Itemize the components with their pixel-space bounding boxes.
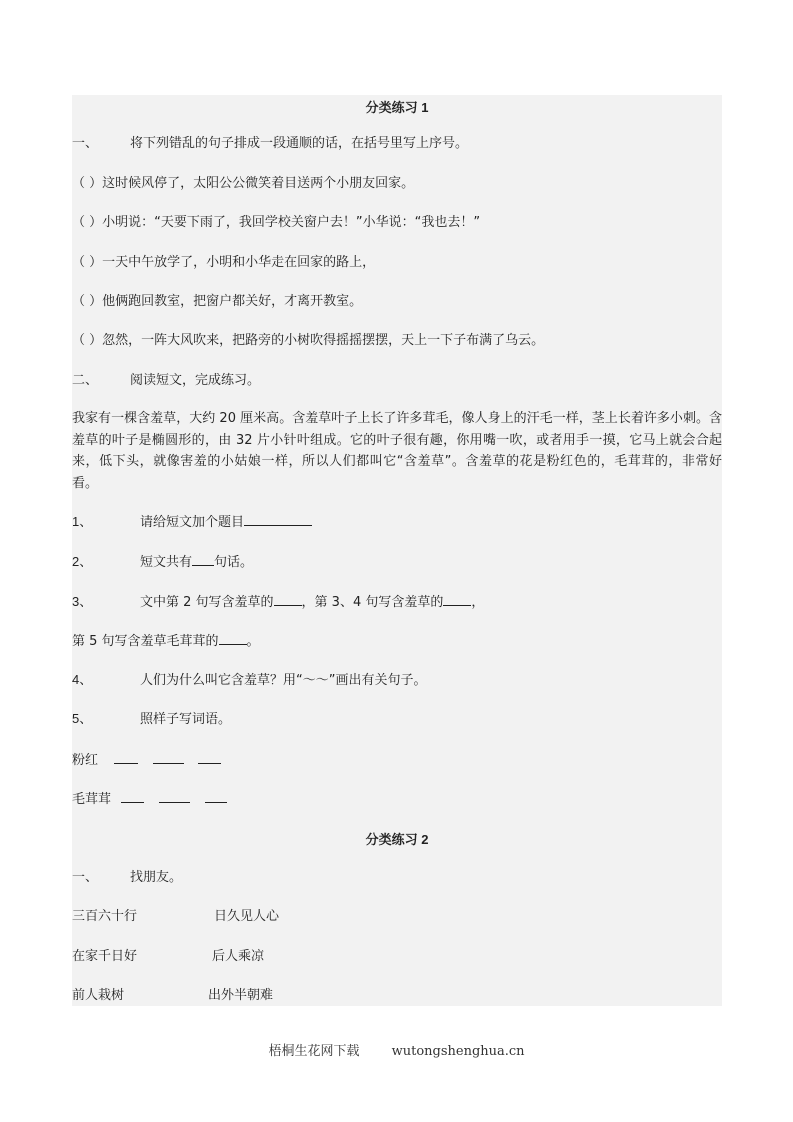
question-2 <box>72 551 253 573</box>
sentence-text: 忽然，一阵大风吹来，把路旁的小树吹得摇摇摆摆，天上一下子布满了乌云。 <box>102 333 545 348</box>
answer-bracket[interactable]: （ ） <box>72 294 103 309</box>
section-instruction: 将下列错乱的句子排成一段通顺的话，在括号里写上序号。 <box>130 136 469 151</box>
section-2-heading <box>72 371 260 391</box>
sentence-item <box>72 174 414 194</box>
answer-blank[interactable] <box>159 788 190 803</box>
answer-blank[interactable] <box>198 749 221 764</box>
question-1 <box>72 511 312 533</box>
question-number: 1、 <box>72 514 93 529</box>
answer-blank[interactable] <box>219 630 247 645</box>
sentence-item <box>72 253 375 273</box>
section-1-heading <box>72 134 468 154</box>
answer-bracket[interactable]: （ ） <box>72 255 103 270</box>
sentence-text: 小明说：“天要下雨了，我回学校关窗户去！”小华说：“我也去！” <box>102 215 481 230</box>
footer-site-name: 梧桐生花网下载 <box>268 1044 360 1059</box>
answer-bracket[interactable]: （ ） <box>72 333 103 348</box>
question-3 <box>72 591 484 613</box>
question-3-continuation <box>72 630 260 652</box>
matching-right[interactable]: 出外半朝难 <box>208 988 274 1003</box>
question-text-mid: ，第 3、4 句写含羞草的 <box>301 595 444 610</box>
answer-blank[interactable] <box>121 788 144 803</box>
question-text: 文中第 2 句写含羞草的 <box>140 595 274 610</box>
answer-blank[interactable] <box>274 591 302 606</box>
sentence-item <box>72 292 362 312</box>
footer-site-url[interactable]: wutongshenghua.cn <box>391 1044 525 1059</box>
document-content-area <box>72 95 722 1006</box>
answer-bracket[interactable]: （ ） <box>72 176 103 191</box>
example-word: 毛茸茸 <box>72 792 112 807</box>
section-number: 一、 <box>72 870 99 885</box>
answer-blank[interactable] <box>244 511 312 526</box>
matching-left[interactable]: 前人栽树 <box>72 988 125 1003</box>
question-text-end: ， <box>471 595 485 610</box>
answer-blank[interactable] <box>443 591 471 606</box>
page-footer <box>0 1040 793 1059</box>
section-1-heading <box>72 868 182 888</box>
word-example-row <box>72 788 227 810</box>
question-text-end: 。 <box>246 634 260 649</box>
matching-right[interactable]: 日久见人心 <box>214 909 280 924</box>
answer-blank[interactable] <box>192 551 214 566</box>
sentence-item <box>72 331 544 351</box>
question-number: 4、 <box>72 672 93 687</box>
question-5 <box>72 709 231 730</box>
section-number: 一、 <box>72 136 99 151</box>
section-instruction: 阅读短文，完成练习。 <box>130 373 261 388</box>
matching-right[interactable]: 后人乘凉 <box>212 949 265 964</box>
answer-blank[interactable] <box>205 788 227 803</box>
question-number: 2、 <box>72 554 93 569</box>
sentence-item <box>72 213 480 233</box>
question-4 <box>72 670 426 691</box>
question-number: 3、 <box>72 594 93 609</box>
exercise-2-title: 分类练习 2 <box>365 832 429 847</box>
answer-bracket[interactable]: （ ） <box>72 215 103 230</box>
sentence-text: 一天中午放学了，小明和小华走在回家的路上， <box>102 255 376 270</box>
matching-row <box>72 986 722 1006</box>
question-text: 第 5 句写含羞草毛茸茸的 <box>72 634 219 649</box>
question-number: 5、 <box>72 711 93 726</box>
section-instruction: 找朋友。 <box>130 870 183 885</box>
matching-row <box>72 947 722 967</box>
question-text: 短文共有 <box>140 555 193 570</box>
matching-row <box>72 907 722 927</box>
answer-blank[interactable] <box>153 749 184 764</box>
matching-left[interactable]: 三百六十行 <box>72 909 138 924</box>
section-number: 二、 <box>72 373 99 388</box>
question-text: 人们为什么叫它含羞草？用“～～”画出有关句子。 <box>140 673 427 688</box>
question-text: 请给短文加个题目 <box>140 515 245 530</box>
reading-passage: 我家有一棵含羞草，大约 20 厘米高。含羞草叶子上长了许多茸毛，像人身上的汗毛一样，茎上长着许多小刺。含羞草的叶子是椭圆形的，由 32 片小针叶组成。它的叶子很有趣，你用嘴一吹，或者用手一摸，它马上就会合起来，低下头，就像害羞的小姑娘一样，所以人们都叫它“含羞草”。含羞草的花是粉红色的，毛茸茸的，非常好看。 <box>72 411 722 491</box>
exercise-1-title: 分类练习 1 <box>365 100 429 115</box>
answer-blank[interactable] <box>114 749 138 764</box>
matching-left[interactable]: 在家千日好 <box>72 949 138 964</box>
question-text-end: 句话。 <box>214 555 254 570</box>
example-word: 粉红 <box>72 753 99 768</box>
word-example-row <box>72 749 221 771</box>
sentence-text: 他俩跑回教室，把窗户都关好，才离开教室。 <box>102 294 363 309</box>
question-text: 照样子写词语。 <box>140 712 232 727</box>
sentence-text: 这时候风停了，太阳公公微笑着目送两个小朋友回家。 <box>102 176 415 191</box>
